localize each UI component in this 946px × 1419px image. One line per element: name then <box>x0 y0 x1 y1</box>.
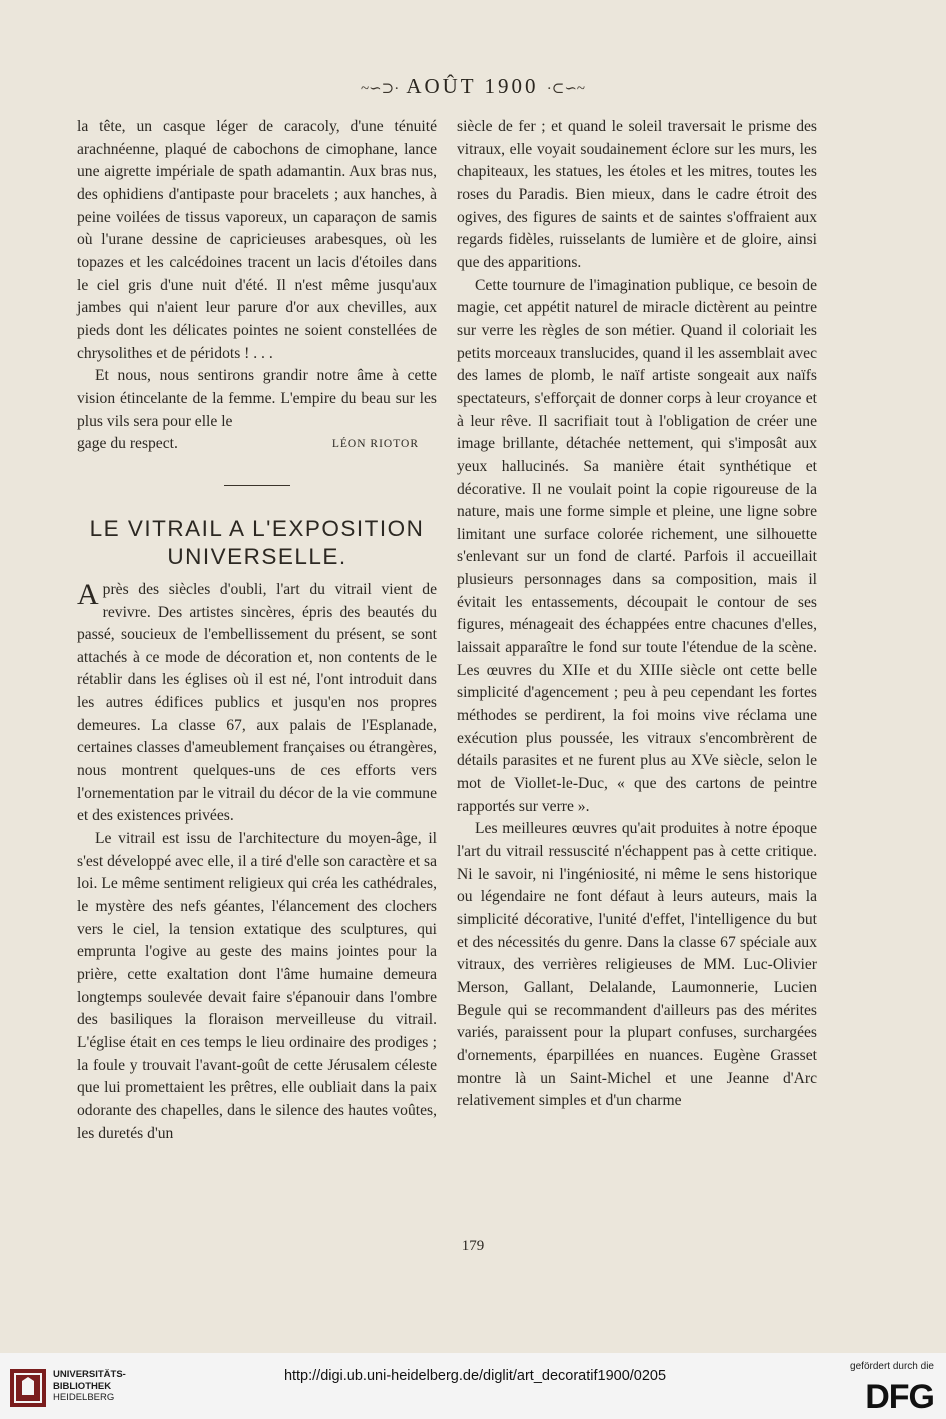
library-line-2: BIBLIOTHEK <box>53 1380 112 1392</box>
library-line-1: UNIVERSITÄTS- <box>53 1369 126 1380</box>
header-title: AOÛT 1900 <box>406 74 539 98</box>
article-title: LE VITRAIL A L'EXPOSITION UNIVERSELLE. <box>89 515 425 569</box>
permalink-url[interactable]: http://digi.ub.uni-heidelberg.de/diglit/art_decoratif1900/0205 <box>283 1368 667 1384</box>
left-paragraph-2: Et nous, nous sentirons grandir notre âme à cette vision étincelante de la femme. L'empire du beau sur les plus vils sera pour elle le <box>77 367 437 430</box>
right-paragraph-1: siècle de fer ; et quand le soleil traversait le prisme des vitraux, elle voyait soudainement éclore sur les murs, les chapiteaux, les statues, les étoles et les mitres, toutes les roses du Paradis. Bien mieux, dans le cadre étroit des ogives, des figures de saints et de saintes s'offraient aux regards fidèles, ruisselants de lumière et de gloire, ainsi que des apparitions. <box>457 118 817 271</box>
dfg-logo: DFG <box>865 1378 934 1416</box>
left-paragraph-1: la tête, un casque léger de caracoly, d'une ténuité arachnéenne, plaqué de cabochons de cimophane, lance une aigrette impériale de spath adamantin. Aux bras nus, des ophidiens d'antipaste pour bracelets ; aux hanches, à peine voilées de tissus vaporeux, un caparaçon de samis où l'urane dessine de capricieuses arabesques, où les topazes et les calcédoines tracent un lacis d'étoiles dans le ciel gris d'une nuit d'été. Il n'est même jusqu'aux jambes qui n'aient leur parure d'or aux chevilles, aux pieds dont les délicates pointes ne soient constellées de chrysolithes et de péridots ! . . . <box>77 118 437 362</box>
running-header <box>0 74 946 99</box>
ornament-right: ·⊂∽~ <box>546 80 586 97</box>
library-name <box>53 1369 126 1404</box>
author-signature: LÉON RIOTOR <box>331 438 419 451</box>
left-paragraph-3 <box>77 579 437 828</box>
right-paragraph-3: Les meilleures œuvres qu'ait produites à notre époque l'art du vitrail ressuscité n'échappent pas à cette critique. Ni le savoir, ni l'ingéniosité, ni même le sens historique ou légendaire ne font défaut à leurs auteurs, mais la simplicité décorative, l'unité d'effet, l'intelligence du but et des nécessités du genre. Dans la classe 67 spéciale aux vitraux, des verrières religieuses de MM. Luc-Olivier Merson, Gallant, Delalande, Laumonnerie, Lucien Begule qui se recommandent d'ailleurs pas des mérites variés, paraissent pour la plupart confuses, surchargées d'ornements, éparpillées en nuances. Eugène Grasset montre là un Saint-Michel et une Jeanne d'Arc relativement simples et d'un charme <box>457 820 817 1110</box>
viewer-footer <box>0 1353 946 1419</box>
left-paragraph-3-text: près des siècles d'oubli, l'art du vitrail vient de revivre. Des artistes sincères, épris des beautés du passé, soucieux de l'embellissement du présent, se sont attachés à ce mode de décoration et, non contents de le rétablir dans les églises où il est né, l'ont introduit dans les autres édifices publics et jusqu'en nos propres demeures. La classe 67, aux palais de l'Esplanade, certaines classes d'ameublement françaises ou étrangères, nous montrent quelques-uns de ces efforts vers l'ornementation par le vitrail du décor de la vie commune et des existences privées. <box>77 580 437 825</box>
right-column <box>457 116 817 1113</box>
section-divider <box>224 485 290 486</box>
signature-line <box>77 433 437 456</box>
funding-note: gefördert durch die <box>850 1361 934 1372</box>
page-number: 179 <box>461 1238 485 1254</box>
library-line-3: HEIDELBERG <box>53 1392 115 1403</box>
left-paragraph-2-end: gage du respect. <box>77 435 178 453</box>
left-paragraph-4: Le vitrail est issu de l'architecture du moyen-âge, il s'est développé avec elle, il a tiré d'elle son caractère et sa loi. Le même sentiment religieux qui créa les cathédrales, le mystère des nefs géantes, l'élancement des clochers vers le ciel, la tension extatique des sculptures, qui emprunta l'ogive au geste des mains jointes pour la prière, cette exaltation dont l'âme humaine demeura longtemps soulevée devait faire s'épanouir dans l'ombre des basiliques la floraison merveilleuse du vitrail. L'église était en ces temps le lieu ordinaire des prodiges ; la foule y trouvait l'avant-goût de cette Jérusalem céleste que lui promettaient les prêtres, elle oubliait dans la paix odorante des chapelles, dans le silence des hautes voûtes, les duretés d'un <box>77 830 437 1142</box>
university-seal-icon <box>8 1367 48 1409</box>
left-column <box>77 116 437 1145</box>
drop-cap: A <box>77 577 99 611</box>
ornament-left: ~∽⊃· <box>360 80 400 97</box>
right-paragraph-2: Cette tournure de l'imagination publique, ce besoin de magie, cet appétit naturel de miracle dictèrent au peintre sur verre les règles de son métier. Quand il coloriait les petits morceaux translucides, quand il les assemblait avec des lames de plomb, le naïf artiste songeait aux naïfs spectateurs, s'efforçait de donner corps à leur croyance et à leur rêve. Il sacrifiait tout à l'obligation de créer une image brillante, détachée nettement, qui s'imposât aux yeux hallucinés. Sa manière était synthétique et décorative. Il ne voulait point la copie rigoureuse de la nature, mais une forme simple et pleine, une ligne sobre limitant une surface colorée richement, une silhouette s'enlevant sur un fond de clarté. Parfois il accueillait plusieurs personnages dans sa composition, mais il évitait les entassements, découpait le contour de ses figures, ménageait des échappées entre chacunes d'elles, laissait apparaître le fond sur toute l'étendue de la scène. Les œuvres du XIIe et du XIIIe siècle ont cette belle simplicité d'agencement ; peu à peu cependant les fortes méthodes se perdirent, la foi moins vive réclama une exécution plus poussée, les vitraux s'encombrèrent de détails parasites et ne furent plus au XVe siècle, selon le mot de Viollet-le-Duc, « que des cartons de peintre rapportés sur verre ». <box>457 276 817 815</box>
